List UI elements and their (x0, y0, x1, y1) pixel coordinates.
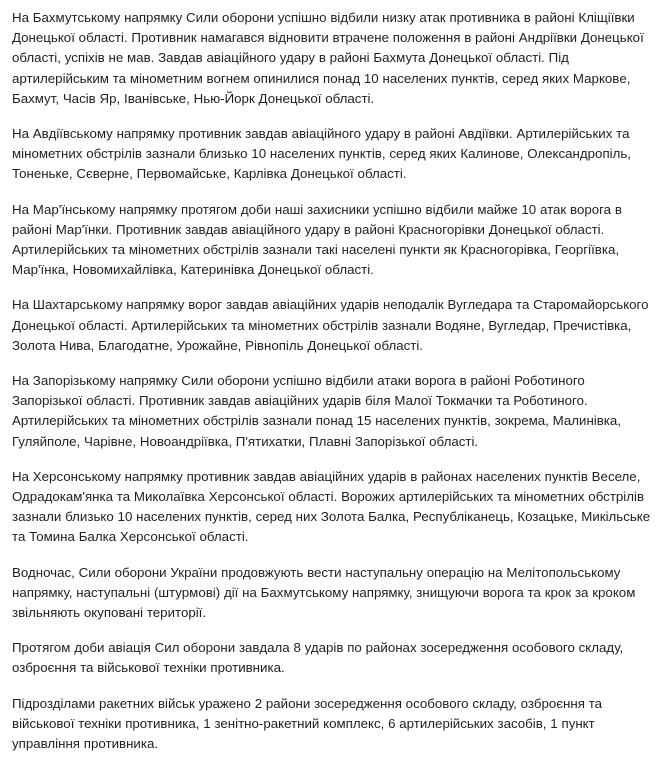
report-paragraph: На Мар'їнському напрямку протягом доби наші захисники успішно відбили майже 10 атак ворога в районі Мар'їнки. Противник завдав авіаційного удару в районі Красногорівки Донецької області. Артилерійських та мінометних обстрілів зазнали такі населені пункти як Красногорівка, Георгіївка, Мар'їнка, Новомихайлівка, Катеринівка Донецької області. (12, 201, 622, 278)
report-paragraph: На Шахтарському напрямку ворог завдав авіаційних ударів неподалік Вугледара та Старомайорського Донецької області. Артилерійських та мінометних обстрілів зазнали Водяне, Вугледар, Пречистівка, Золота Нива, Благодатне, Урожайне, Рівнопіль Донецької області. (12, 297, 649, 353)
report-paragraph: На Авдіївському напрямку противник завдав авіаційного удару в районі Авдіївки. Артилерійських та мінометних обстрілів зазнали близько 10 населених пунктів, серед яких Калинове, Олександропіль, Тоненьке, Сєверне, Первомайське, Карлівка Донецької області. (12, 126, 631, 182)
report-paragraph: Водночас, Сили оборони України продовжують вести наступальну операцію на Мелітопольському напрямку, наступальні (штурмові) дії на Бахмутському напрямку, знищуючи ворога та крок за кроком звільняють окуповані території. (12, 564, 636, 621)
report-paragraph: На Бахмутському напрямку Сили оборони успішно відбили низку атак противника в районі Кліщіївки Донецької області. Противник намагався відновити втрачене положення в районі Андріївки Донецької області, успіхів не мав. Завдав авіаційного удару в районі Бахмута Донецької області. Під артилерійським та мінометним вогнем опинилися понад 10 населених пунктів, серед яких Марковe, Бахмут, Часів Яр, Іванівське, Нью-Йорк Донецької області. (12, 10, 644, 106)
report-paragraph: Протягом доби авіація Сил оборони завдала 8 ударів по районах зосередження особового складу, озброєння та військової техніки противника. (12, 640, 624, 676)
report-paragraph: Підрозділами ракетних військ уражено 2 райони зосередження особового складу, озброєння та військової техніки противника, 1 зенітно-ракетний комплекс, 6 артилерійських засобів, 1 пункт управління противника. (12, 695, 603, 752)
report-paragraph: На Запорізькому напрямку Сили оборони успішно відбили атаки ворога в районі Роботиного Запорізької області. Противник завдав авіаційних ударів біля Малої Токмачки та Роботиного. Артилерійських та мінометних обстрілів зазнали понад 15 населених пунктів, зокрема, Малинівка, Гуляйполе, Чарівне, Новоандріївка, П'ятихатки, Плавні Запорізької області. (12, 373, 622, 449)
report-paragraph: На Херсонському напрямку противник завдав авіаційних ударів в районах населених пунктів Веселе, Одрадокам'янка та Миколаївка Херсонської області. Ворожих артилерійських та мінометних обстрілів зазнали близько 10 населених пунктів, серед них Золота Балка, Республіканець, Козацьке, Микільське та Томина Балка Херсонської області. (12, 468, 651, 545)
